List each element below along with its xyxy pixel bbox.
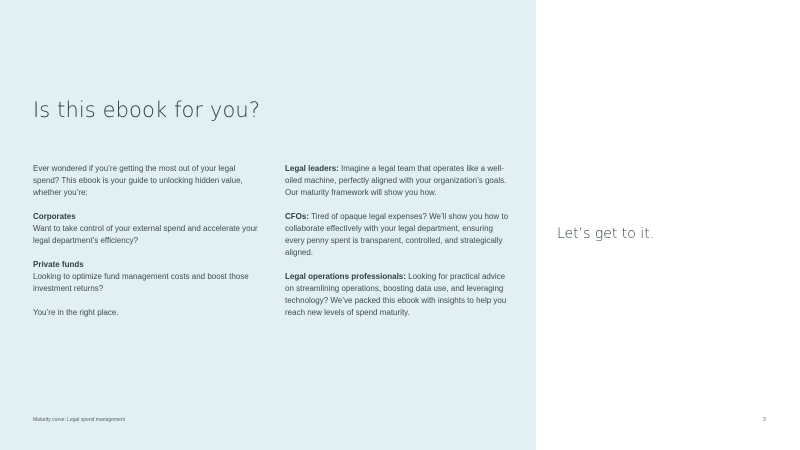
cfos-section [285, 211, 513, 259]
legal-ops-text: Looking for practical advice on streamlining operations, boosting data use, and leveraging technology? We’ve packed this ebook with insights to help you reach new levels of spend maturity. [285, 272, 507, 317]
footer-label: Maturity curve: Legal spend management [33, 417, 125, 423]
legal-leaders-section [285, 163, 513, 199]
legal-ops-heading: Legal operations professionals: [285, 272, 406, 281]
corporates-section [33, 211, 263, 247]
page-title: Is this ebook for you? [33, 98, 261, 122]
closing-paragraph: You’re in the right place. [33, 308, 119, 317]
corporates-heading: Corporates [33, 212, 76, 221]
legal-ops-section [285, 271, 513, 319]
intro-paragraph: Ever wondered if you’re getting the most out of your legal spend? This ebook is your guide to unlocking hidden value, whether you’re: [33, 164, 243, 197]
tagline: Let’s get to it. [557, 226, 655, 242]
cfos-text: Tired of opaque legal expenses? We’ll show you how to collaborate effectively with your legal department, ensuring every penny spent is transparent, controlled, and strategically aligned. [285, 212, 509, 257]
legal-leaders-heading: Legal leaders: [285, 164, 339, 173]
corporates-text: Want to take control of your external spend and accelerate your legal department’s efficiency? [33, 224, 258, 245]
private-funds-heading: Private funds [33, 260, 84, 269]
private-funds-text: Looking to optimize fund management costs and boost those investment returns? [33, 272, 249, 293]
audience-column-left [33, 163, 263, 331]
private-funds-section [33, 259, 263, 295]
page-number: 3 [763, 417, 766, 423]
cfos-heading: CFOs: [285, 212, 309, 221]
legal-leaders-text: Imagine a legal team that operates like a well-oiled machine, perfectly aligned with your organization’s goals. Our maturity framework will show you how. [285, 164, 507, 197]
audience-column-right [285, 163, 513, 331]
